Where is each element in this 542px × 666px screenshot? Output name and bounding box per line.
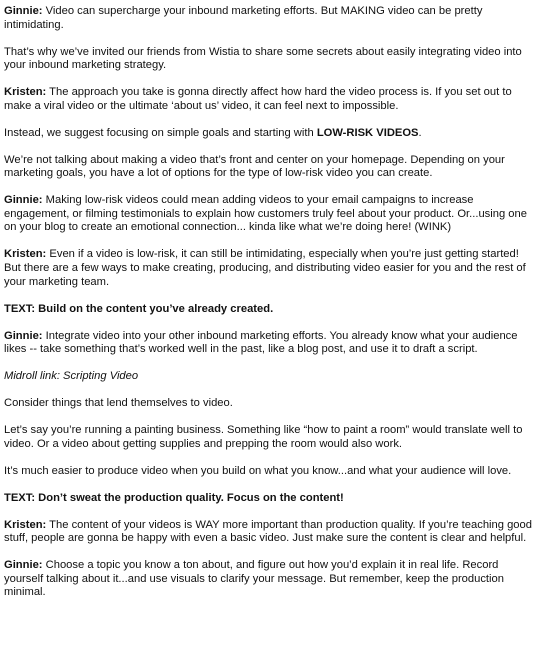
paragraph-text: Video can supercharge your inbound marketing efforts. But MAKING video can be pretty intimidating. <box>4 5 483 31</box>
paragraph-text: Let’s say you’re running a painting business. Something like “how to paint a room” would translate well to video. Or a video about getting supplies and prepping the room would also work. <box>4 424 523 450</box>
speaker-label: Kristen: <box>4 518 47 531</box>
paragraph-13 <box>4 465 534 479</box>
paragraph-text: Consider things that lend themselves to video. <box>4 397 233 410</box>
paragraph-text: Instead, we suggest focusing on simple goals and starting with <box>4 126 317 139</box>
paragraph-1 <box>4 5 534 32</box>
speaker-label: Ginnie: <box>4 5 43 17</box>
paragraph-text: Making low-risk videos could mean adding videos to your email campaigns to increase engagement, or filming testimonials to explain how customers truly feel about your product. Or...using one on your blog to create an emotional connection... kinda like what we’re doing here! (WINK) <box>4 194 527 234</box>
paragraph-text: Even if a video is low-risk, it can still be intimidating, especially when you’re just getting started! But there are a few ways to make creating, producing, and distributing video easier for you and the rest of your marketing team. <box>4 248 526 288</box>
paragraph-2 <box>4 46 534 73</box>
section-heading-build-on-content: TEXT: Build on the content you’ve already created. <box>4 302 274 315</box>
speaker-label: Kristen: <box>4 248 47 261</box>
midroll-link-note: Midroll link: Scripting Video <box>4 370 139 383</box>
paragraph-4 <box>4 127 534 141</box>
paragraph-text: That’s why we’ve invited our friends from Wistia to share some secrets about easily integrating video into your inbound marketing strategy. <box>4 45 522 72</box>
paragraph-11 <box>4 397 534 411</box>
paragraph-7 <box>4 248 534 289</box>
paragraph-text: Choose a topic you know a ton about, and figure out how you’d explain it in real life. Record yourself talking about it...and use visuals to clarify your message. But remember, keep the production minimal. <box>4 559 504 599</box>
paragraph-15 <box>4 519 534 546</box>
paragraph-text-after: . <box>418 126 422 139</box>
speaker-label: Ginnie: <box>4 559 43 572</box>
speaker-label: Kristen: <box>4 86 47 99</box>
paragraph-text: The approach you take is gonna directly affect how hard the video process is. If you set out to make a viral video or the ultimate ‘about us’ video, it can feel next to impossible. <box>4 86 512 112</box>
speaker-label: Ginnie: <box>4 194 43 207</box>
section-heading-production-quality: TEXT: Don’t sweat the production quality. Focus on the content! <box>4 491 344 504</box>
paragraph-5 <box>4 154 534 181</box>
emphasis-text: LOW-RISK VIDEOS <box>316 126 419 139</box>
paragraph-text: The content of your videos is WAY more important than production quality. If you’re teaching good stuff, people are gonna be happy with even a basic video. Just make sure the content is clear and helpful. <box>4 518 532 545</box>
paragraph-6 <box>4 194 534 235</box>
paragraph-16 <box>4 559 534 600</box>
paragraph-12 <box>4 424 534 451</box>
paragraph-text: It’s much easier to produce video when you build on what you know...and what your audience will love. <box>4 464 512 477</box>
paragraph-text: Integrate video into your other inbound marketing efforts. You already know what your audience likes -- take something that’s worked well in the past, like a blog post, and use it to draft a script. <box>4 329 518 356</box>
paragraph-3 <box>4 86 534 113</box>
paragraph-9 <box>4 330 534 357</box>
paragraph-text: We’re not talking about making a video that’s front and center on your homepage. Depending on your marketing goals, you have a lot of options for the type of low-risk video you can create. <box>4 153 505 180</box>
document-body <box>4 5 534 613</box>
speaker-label: Ginnie: <box>4 329 43 342</box>
